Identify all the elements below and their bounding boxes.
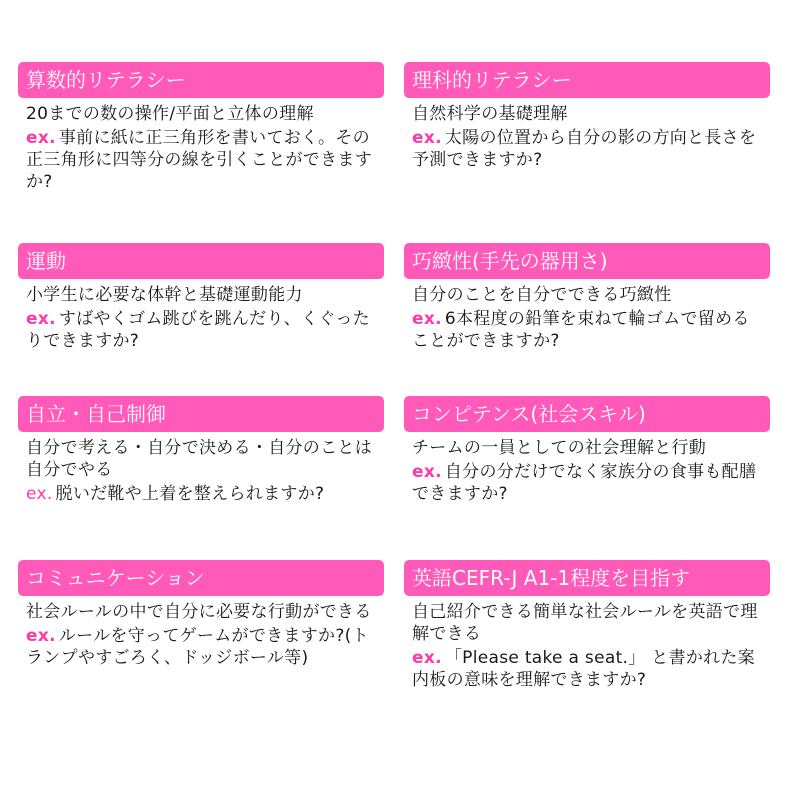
example-label: ex. bbox=[412, 648, 442, 668]
card-exercise bbox=[18, 243, 384, 352]
example-text: 脱いだ靴や上着を整えられますか? bbox=[55, 484, 325, 504]
example-label: ex. bbox=[412, 128, 442, 148]
example-text: 自分の分だけでなく家族分の食事も配膳できますか? bbox=[412, 462, 757, 504]
example-text: 「Please take a seat.」 と書かれた案内板の意味を理解できますか? bbox=[412, 648, 756, 690]
card-example bbox=[412, 647, 762, 691]
card-title: コンピテンス(社会スキル) bbox=[404, 396, 770, 432]
example-label: ex. bbox=[26, 484, 53, 504]
card-example bbox=[26, 308, 376, 352]
card-title: 算数的リテラシー bbox=[18, 62, 384, 98]
card-example bbox=[412, 308, 762, 352]
card-title: 自立・自己制御 bbox=[18, 396, 384, 432]
example-label: ex. bbox=[412, 309, 442, 329]
card-social-skills bbox=[404, 396, 770, 505]
example-text: 太陽の位置から自分の影の方向と長さを予測できますか? bbox=[412, 128, 757, 170]
card-description: 自然科学の基礎理解 bbox=[412, 104, 568, 124]
card-example bbox=[26, 483, 376, 505]
card-description: 自己紹介できる簡単な社会ルールを英語で理解できる bbox=[412, 602, 758, 644]
card-title: 理科的リテラシー bbox=[404, 62, 770, 98]
card-science-literacy bbox=[404, 62, 770, 171]
card-description: チームの一員としての社会理解と行動 bbox=[412, 438, 707, 458]
example-text: ルールを守ってゲームができますか?(トランプやすごろく、ドッジボール等) bbox=[26, 626, 369, 668]
card-example bbox=[26, 127, 376, 193]
card-title: 巧緻性(手先の器用さ) bbox=[404, 243, 770, 279]
card-title: 英語CEFR-J A1-1程度を目指す bbox=[404, 560, 770, 596]
example-label: ex. bbox=[412, 462, 442, 482]
card-example bbox=[412, 461, 762, 505]
example-text: 6本程度の鉛筆を束ねて輪ゴムで留めることができますか? bbox=[412, 309, 750, 351]
example-label: ex. bbox=[26, 128, 56, 148]
card-title: コミュニケーション bbox=[18, 560, 384, 596]
card-example bbox=[26, 625, 376, 669]
card-english-cefr bbox=[404, 560, 770, 691]
card-title: 運動 bbox=[18, 243, 384, 279]
example-label: ex. bbox=[26, 626, 56, 646]
card-description: 自分で考える・自分で決める・自分のことは自分でやる bbox=[26, 438, 372, 480]
card-communication bbox=[18, 560, 384, 669]
card-self-control bbox=[18, 396, 384, 505]
example-text: すばやくゴム跳びを跳んだり、くぐったりできますか? bbox=[26, 309, 370, 351]
example-text: 事前に紙に正三角形を書いておく。その正三角形に四等分の線を引くことができますか? bbox=[26, 128, 372, 192]
example-label: ex. bbox=[26, 309, 56, 329]
card-description: 社会ルールの中で自分に必要な行動ができる bbox=[26, 602, 372, 622]
card-description: 20までの数の操作/平面と立体の理解 bbox=[26, 104, 314, 124]
card-dexterity bbox=[404, 243, 770, 352]
card-description: 小学生に必要な体幹と基礎運動能力 bbox=[26, 285, 303, 305]
card-example bbox=[412, 127, 762, 171]
card-math-literacy bbox=[18, 62, 384, 193]
card-description: 自分のことを自分でできる巧緻性 bbox=[412, 285, 672, 305]
